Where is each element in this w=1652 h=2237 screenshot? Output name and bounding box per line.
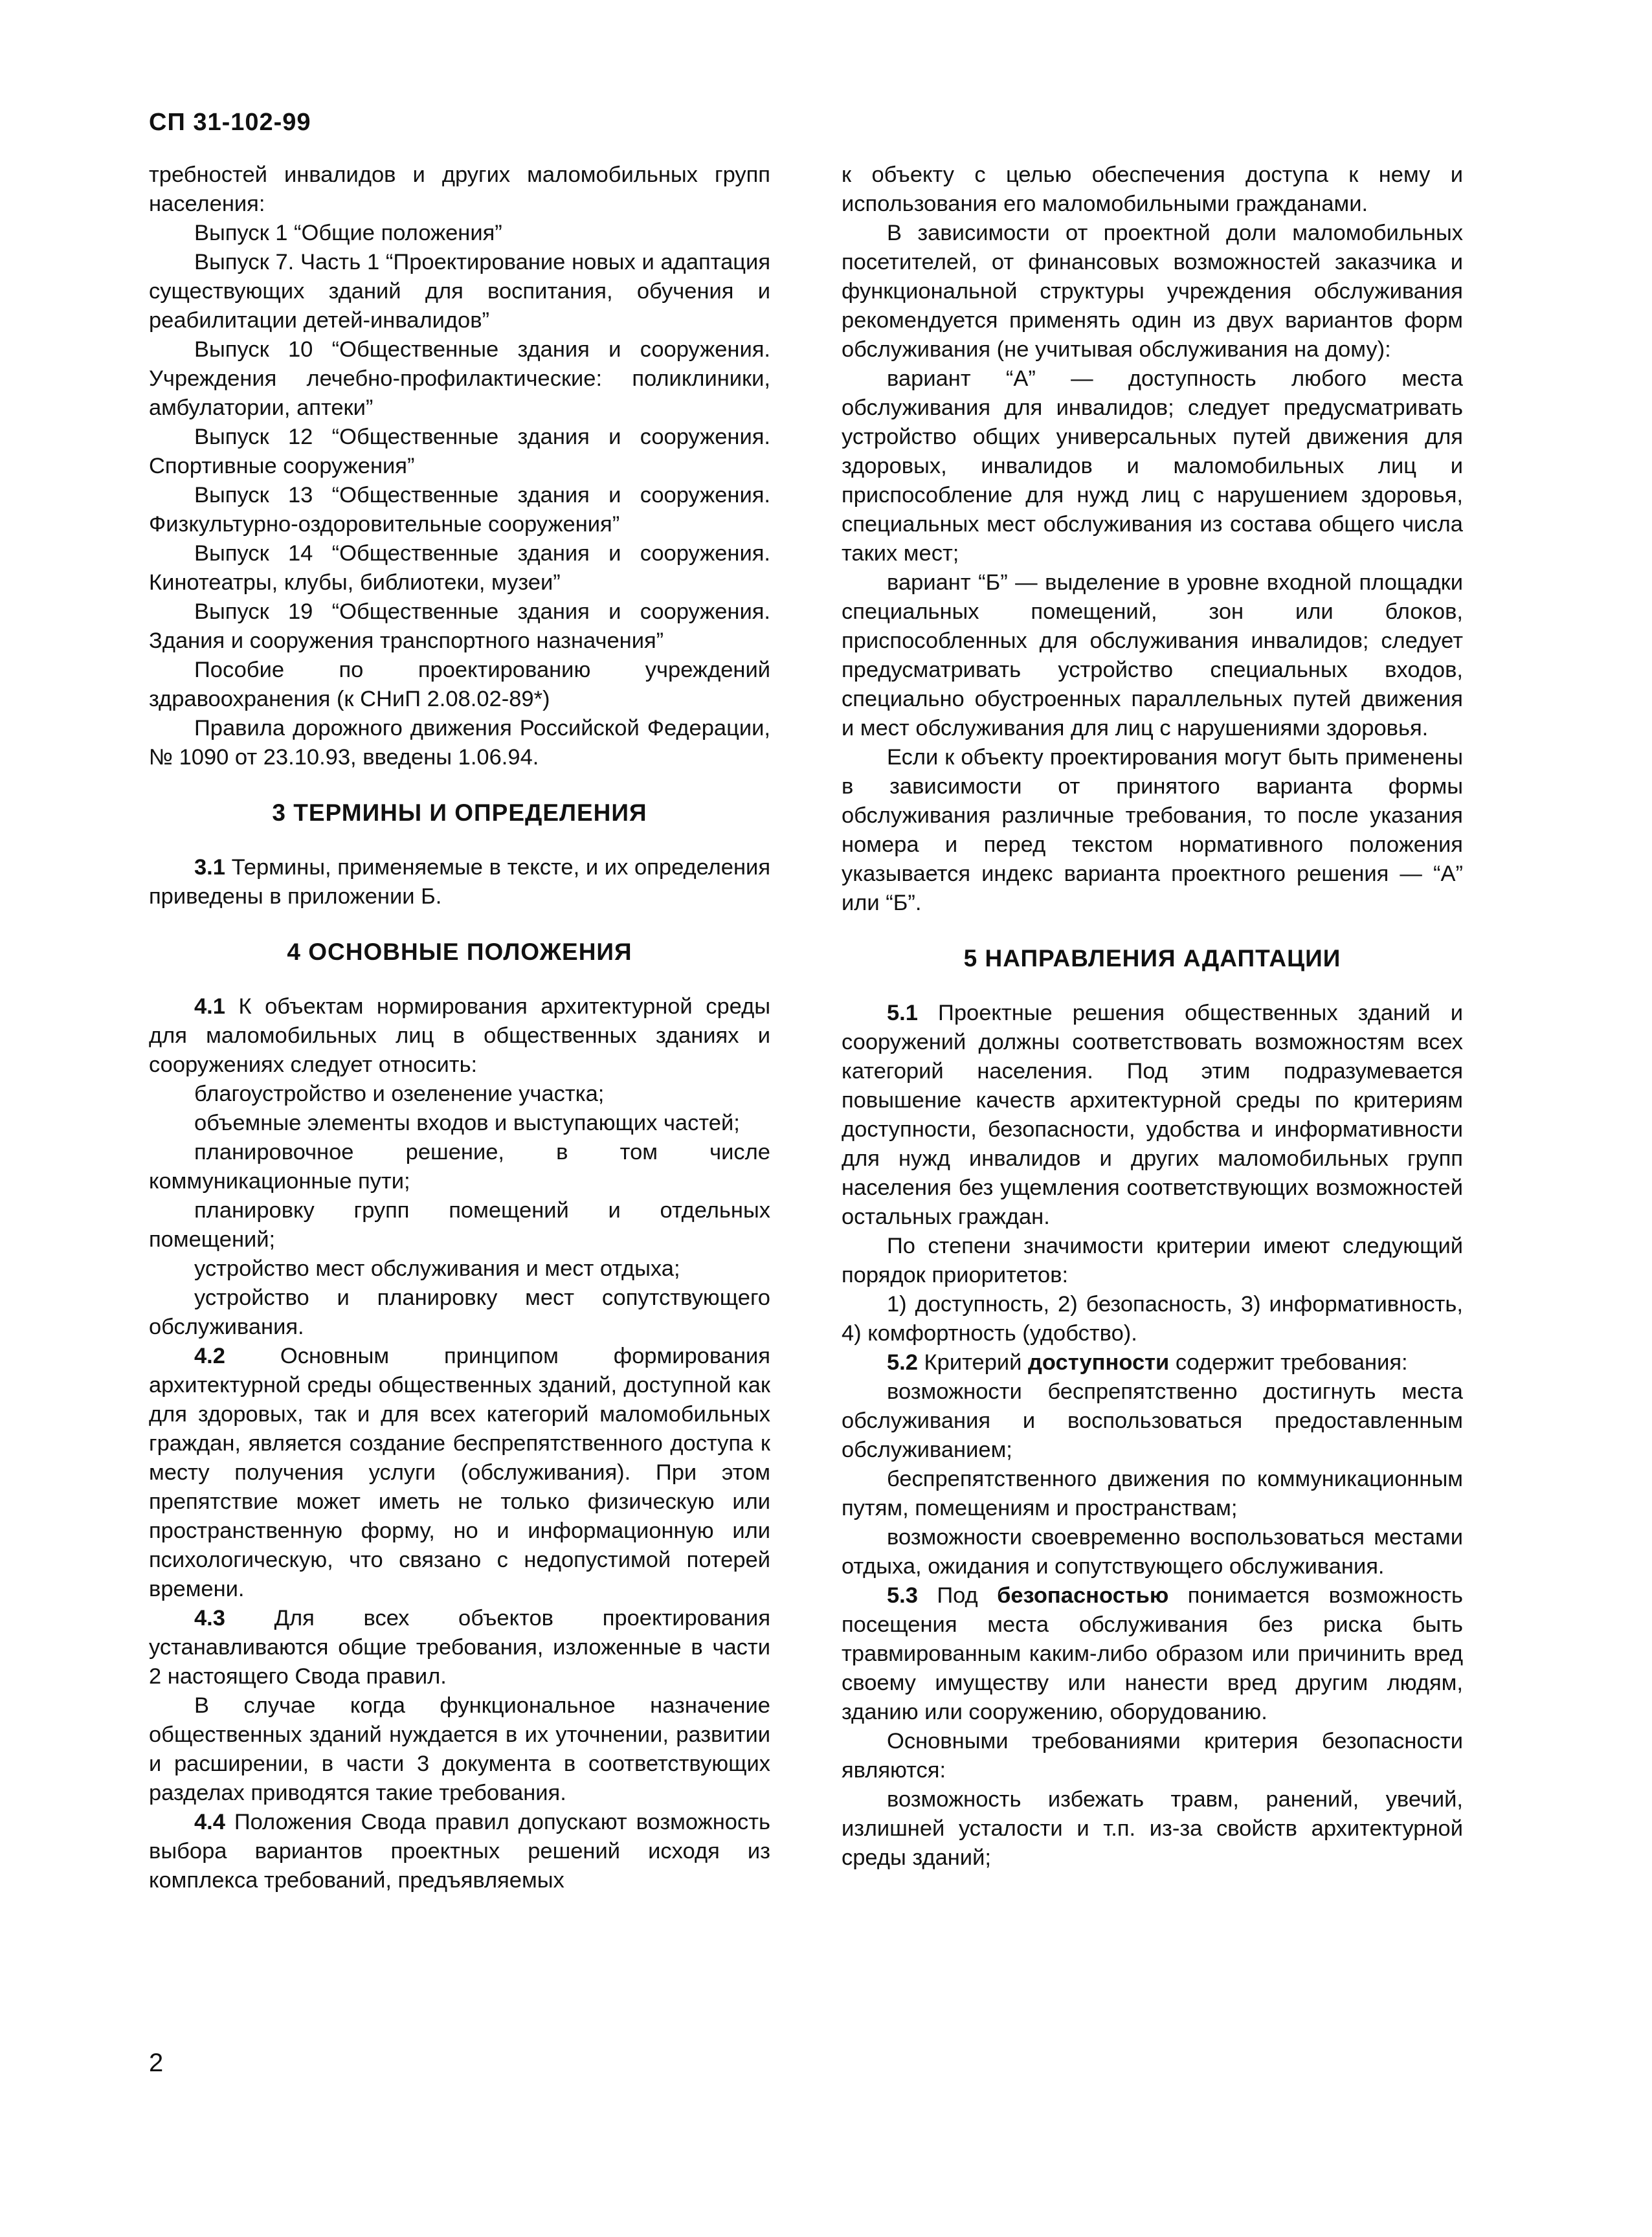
paragraph: Если к объекту проектирования могут быть применены в зависимости от принятого варианта формы обслуживания различные требования, то после указания номера и перед текстом нормативного положения указывается индекс варианта проектного решения — “А” или “Б”. bbox=[842, 745, 1463, 915]
document-code: СП 31-102-99 bbox=[149, 109, 311, 136]
paragraph: В случае когда функциональное назначение общественных зданий нуждается в их уточнении, развитии и расширении, в части 3 документа в соответствующих разделах приводятся такие требования. bbox=[149, 1693, 770, 1805]
clause-number: 4.4 bbox=[194, 1810, 225, 1834]
clause-text: понимается возможность посещения места обслуживания без риска быть травмированным каким-либо образом или причинить вред своему имуществу или нанести вред другим людям, зданию или сооружению, оборудованию. bbox=[842, 1583, 1463, 1724]
list-item: возможности своевременно воспользоваться местами отдыха, ожидания и сопутствующего обслуживания. bbox=[842, 1525, 1463, 1579]
list-item: Выпуск 10 “Общественные здания и сооружения. Учреждения лечебно-профилактические: поликлиники, амбулатории, аптеки” bbox=[149, 337, 770, 420]
list-item: планировку групп помещений и отдельных помещений; bbox=[149, 1198, 770, 1252]
term-bold: доступности bbox=[1028, 1350, 1170, 1375]
list-item: объемные элементы входов и выступающих частей; bbox=[194, 1111, 740, 1135]
paragraph-5-1 bbox=[842, 999, 1463, 1232]
clause-text: Положения Свода правил допускают возможность выбора вариантов проектных решений исходя из комплекса требований, предъявляемых bbox=[149, 1810, 770, 1893]
section-5-title: 5 НАПРАВЛЕНИЯ АДАПТАЦИИ bbox=[963, 945, 1341, 972]
clause-text: Основным принципом формирования архитектурной среды общественных зданий, доступной как для здоровых, так и для всех категорий маломобильных граждан, является создание беспрепятственного доступа к месту получения услуги (обслуживания). При этом препятствие может иметь не только физическую или пространственную форму, но и информационную или психологическую, что связано с недопустимой потерей времени. bbox=[149, 1344, 770, 1601]
paragraph: вариант “Б” — выделение в уровне входной площадки специальных помещений, зон или блоков, приспособленных для обслуживания инвалидов; следует предусматривать устройство специальных входов, специально обустроенных параллельных путей движения и мест обслуживания для лиц с нарушениями здоровья. bbox=[842, 570, 1463, 740]
left-column bbox=[149, 161, 770, 1895]
paragraph: вариант “А” — доступность любого места обслуживания для инвалидов; следует предусматривать устройство общих универсальных путей движения для здоровых, инвалидов и маломобильных лиц и приспособление для нужд лиц с нарушением здоровья, специальных мест обслуживания из состава общего числа таких мест; bbox=[842, 366, 1463, 566]
paragraph-4-1 bbox=[149, 992, 770, 1080]
clause-number: 5.2 bbox=[887, 1350, 918, 1375]
page-number: 2 bbox=[149, 2049, 164, 2077]
section-3-title: 3 ТЕРМИНЫ И ОПРЕДЕЛЕНИЯ bbox=[272, 799, 647, 826]
paragraph: к объекту с целью обеспечения доступа к нему и использования его маломобильными гражданами. bbox=[842, 162, 1463, 216]
paragraph: Основными требованиями критерия безопасности являются: bbox=[842, 1729, 1463, 1783]
list-item: планировочное решение, в том числе коммуникационные пути; bbox=[149, 1140, 770, 1194]
list-item: Выпуск 19 “Общественные здания и сооружения. Здания и сооружения транспортного назначения” bbox=[149, 599, 770, 653]
clause-text: Проектные решения общественных зданий и сооружений должны соответствовать возможностям всех категорий населения. Под этим подразумевается повышение качеств архитектурной среды по критериям доступности, безопасности, удобства и информативности для нужд инвалидов и других маломобильных групп населения без ущемления соответствующих возможностей остальных граждан. bbox=[842, 1001, 1463, 1229]
clause-text: К объектам нормирования архитектурной среды для маломобильных лиц в общественных зданиях и сооружениях следует относить: bbox=[149, 994, 770, 1077]
right-column bbox=[842, 161, 1463, 1873]
list-item: Выпуск 7. Часть 1 “Проектирование новых и адаптация существующих зданий для воспитания, обучения и реабилитации детей-инвалидов” bbox=[149, 250, 770, 333]
clause-number: 4.1 bbox=[194, 994, 225, 1019]
clause-text: содержит требования: bbox=[1169, 1350, 1408, 1375]
paragraph: 1) доступность, 2) безопасность, 3) информативность, 4) комфортность (удобство). bbox=[842, 1292, 1463, 1346]
paragraph-5-3 bbox=[842, 1581, 1463, 1727]
paragraph: требностей инвалидов и других маломобильных групп населения: bbox=[149, 162, 770, 216]
list-item: Пособие по проектированию учреждений здравоохранения (к СНиП 2.08.02-89*) bbox=[149, 658, 770, 711]
list-item: Выпуск 1 “Общие положения” bbox=[194, 221, 502, 245]
section-4-title: 4 ОСНОВНЫЕ ПОЛОЖЕНИЯ bbox=[287, 939, 632, 965]
list-item: благоустройство и озеленение участка; bbox=[194, 1082, 605, 1106]
term-bold: безопасностью bbox=[997, 1583, 1169, 1608]
list-item: Выпуск 14 “Общественные здания и сооружения. Кинотеатры, клубы, библиотеки, музеи” bbox=[149, 541, 770, 595]
list-item: возможность избежать травм, ранений, увечий, излишней усталости и т.п. из-за свойств архитектурной среды зданий; bbox=[842, 1787, 1463, 1870]
list-item: возможности беспрепятственно достигнуть места обслуживания и воспользоваться предоставленным обслуживанием; bbox=[842, 1379, 1463, 1462]
paragraph-4-3 bbox=[149, 1604, 770, 1691]
list-item: Правила дорожного движения Российской Федерации, № 1090 от 23.10.93, введены 1.06.94. bbox=[149, 716, 770, 770]
clause-number: 3.1 bbox=[194, 855, 225, 880]
list-item: устройство и планировку мест сопутствующего обслуживания. bbox=[149, 1285, 770, 1339]
paragraph-4-4 bbox=[149, 1808, 770, 1895]
clause-text: Для всех объектов проектирования устанавливаются общие требования, изложенные в части 2 настоящего Свода правил. bbox=[149, 1606, 770, 1689]
clause-number: 5.1 bbox=[887, 1001, 918, 1025]
clause-text: Под bbox=[917, 1583, 998, 1608]
paragraph: По степени значимости критерии имеют следующий порядок приоритетов: bbox=[842, 1234, 1463, 1287]
list-item: Выпуск 13 “Общественные здания и сооружения. Физкультурно-оздоровительные сооружения” bbox=[149, 483, 770, 537]
clause-text: Термины, применяемые в тексте, и их определения приведены в приложении Б. bbox=[149, 855, 770, 909]
clause-text: Критерий bbox=[917, 1350, 1029, 1375]
clause-number: 4.3 bbox=[194, 1606, 225, 1630]
list-item: устройство мест обслуживания и мест отдыха; bbox=[194, 1256, 680, 1281]
clause-number: 4.2 bbox=[194, 1344, 225, 1368]
paragraph-4-2 bbox=[149, 1342, 770, 1604]
clause-number: 5.3 bbox=[887, 1583, 918, 1608]
paragraph-5-2 bbox=[842, 1348, 1463, 1377]
list-item: беспрепятственного движения по коммуникационным путям, помещениям и пространствам; bbox=[842, 1467, 1463, 1520]
list-item: Выпуск 12 “Общественные здания и сооружения. Спортивные сооружения” bbox=[149, 425, 770, 478]
paragraph-3-1 bbox=[149, 853, 770, 911]
paragraph: В зависимости от проектной доли маломобильных посетителей, от финансовых возможностей заказчика и функциональной структуры учреждения обслуживания рекомендуется применять один из двух вариантов форм обслуживания (не учитывая обслуживания на дому): bbox=[842, 221, 1463, 362]
